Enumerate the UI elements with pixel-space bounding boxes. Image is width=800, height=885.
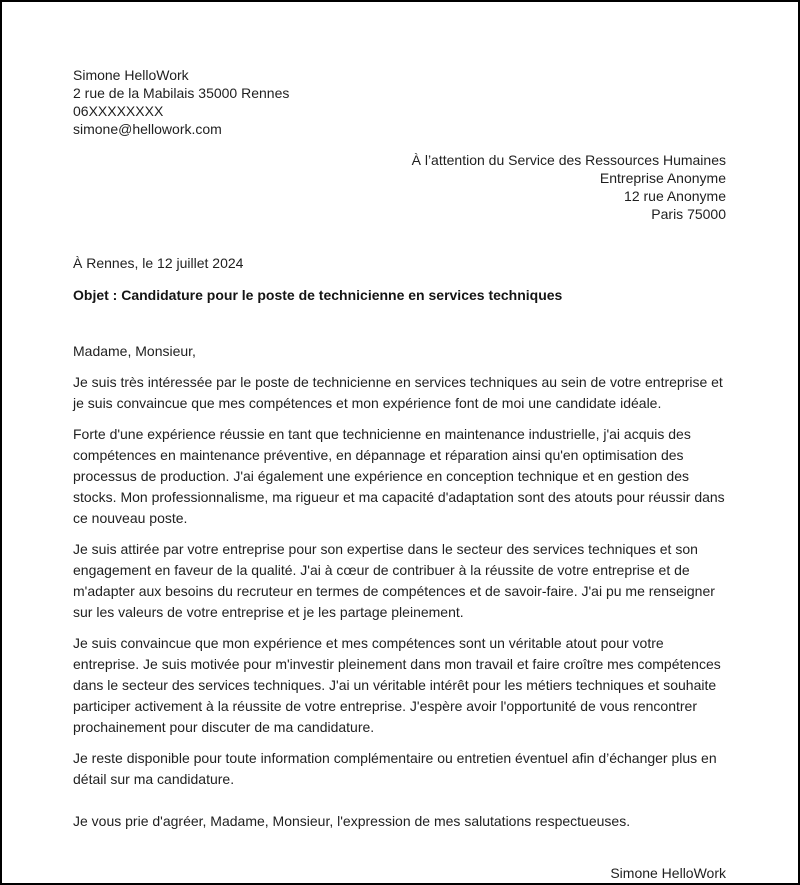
closing-line: Je vous prie d'agréer, Madame, Monsieur, l'expression de mes salutations respectueuses. [73,813,631,829]
salutation: Madame, Monsieur, [73,343,196,359]
sender-email: simone@hellowork.com [73,121,222,137]
paragraph-intro: Je suis très intéressée par le poste de technicienne en services techniques au sein de votre entreprise et je suis convaincue que mes compétences et mon expérience font de moi une candidate idéale. [73,374,723,411]
recipient-city: Paris 75000 [651,206,726,222]
paragraph-experience: Forte d'une expérience réussie en tant que technicienne en maintenance industrielle, j'ai acquis des compétences en maintenance préventive, en dépannage et réparation ainsi qu'en optimisation des processus de production. J'ai également une expérience en conception technique et en gestion des stocks. Mon professionnalisme, ma rigueur et ma capacité d'adaptation sont des atouts pour réussir dans ce nouveau poste. [73,426,725,526]
sender-name: Simone HelloWork [73,67,189,83]
date-line: À Rennes, le 12 juillet 2024 [73,255,244,271]
recipient-attention-line: À l’attention du Service des Ressources Humaines [411,152,726,168]
signature: Simone HelloWork [610,865,726,881]
subject-line: Objet : Candidature pour le poste de technicienne en services techniques [73,287,563,303]
recipient-block [73,151,726,223]
paragraph-motivation: Je suis attirée par votre entreprise pour son expertise dans le secteur des services techniques et son engagement en faveur de la qualité. J'ai à cœur de contribuer à la réussite de votre entreprise et de m'adapter aux besoins du recruteur en termes de compétences et de savoir-faire. J'ai pu me renseigner sur les valeurs de votre entreprise et je les partage pleinement. [73,541,715,620]
sender-block [73,66,726,138]
sender-address: 2 rue de la Mabilais 35000 Rennes [73,85,290,101]
sender-phone: 06XXXXXXXX [73,103,164,119]
paragraph-availability: Je reste disponible pour toute information complémentaire ou entretien éventuel afin d’échanger plus en détail sur ma candidature. [73,750,717,787]
paragraph-conviction: Je suis convaincue que mon expérience et mes compétences sont un véritable atout pour votre entreprise. Je suis motivée pour m'investir pleinement dans mon travail et faire croître mes compétences dans le secteur des services techniques. J'ai un véritable intérêt pour les métiers techniques et souhaite participer activement à la réussite de votre entreprise. J'espère avoir l'opportunité de vous rencontrer prochainement pour discuter de ma candidature. [73,635,721,735]
recipient-company: Entreprise Anonyme [599,170,726,186]
letter-body [73,341,726,832]
recipient-street: 12 rue Anonyme [624,188,726,204]
